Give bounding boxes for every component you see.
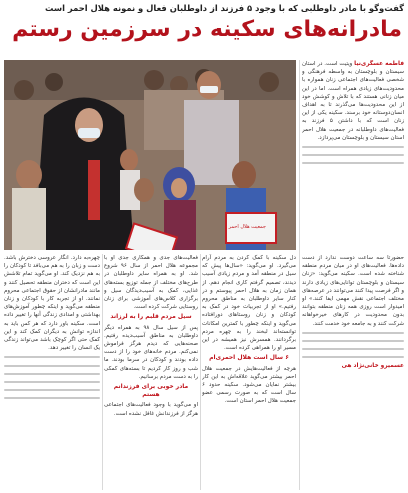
column-mid-left-text-3: او می‌گوید با وجود فعالیت‌های اجتماعی هرگز از فرزندانش غافل نشده است. (104, 402, 198, 417)
column-mid-right-text: دل سکینه با کمک کردن به مردم آرام می‌گیرد. او می‌گوید: «سال‌ها پیش که سیل در منطقه آمد و مردم زیادی آسیب دیدند، تصمیم گرفتم کاری انجام دهم. از همان زمان به هلال احمر پیوستم و در کنار سایر داوطلبان به مناطق محروم رفتیم.» او از تجربیات خود در کمک به کودکان و زنان روستاهای دورافتاده می‌گوید و اینکه چطور با کمترین امکانات توانسته‌اند لبخند را به چهره مردم برگردانند. همسرش نیز همیشه در این مسیر او را همراهی کرده است. (202, 255, 296, 352)
article-headline: مادرانه‌های سکینه در سرزمین رستم (12, 17, 402, 42)
aid-box-right (226, 213, 276, 243)
column-right-top (302, 60, 404, 272)
column-rule-2 (200, 254, 201, 490)
column-mid-left-text-2: پس از سیل سال ۹۸ به همراه دیگر داوطلبان به مناطق آسیب‌دیده رفتیم. صحنه‌هایی که دیدم هرگز فراموش نمی‌کنم. مردم خانه‌های خود را از دست داده بودند و کودکان در سرما بودند. ما شب و روز کار کردیم تا بسته‌های کمکی را به دست مردم برسانیم. (104, 324, 198, 380)
column-right-top-text: ویتیت است. در استان سیستان و بلوچستان به واسطه فرهنگی و شخصی فعالیت‌های اجتماعی زنان همواره با محدودیت‌های زیادی همراه است. اما در این میان زنانی هستند که با تلاش و کوشش خود از این محدودیت‌ها می‌گذرند تا به اهداف انسان‌دوستانه خود برسند. سکینه یکی از این زنان است که با داشتن ۵ فرزند به فعالیت‌های داوطلبانه در جمعیت هلال احمر استان سیستان و بلوچستان می‌پردازد. (302, 61, 404, 141)
column-mid-right (202, 254, 296, 490)
column-rule-1 (299, 60, 300, 490)
column-mid-left (104, 254, 198, 490)
photo-illustration (4, 60, 296, 250)
aid-box-label: جمعیت هلال احمر (228, 224, 266, 230)
column-mid-right-text-2: هرچه از فعالیت‌هایش در جمعیت هلال احمر بیشتر می‌گوید علاقه‌اش به این کار بیشتر نمایان می‌شود. سکینه حدود ۶ سال است که به صورت رسمی عضو جمعیت هلال احمر استان است. (202, 365, 296, 405)
column-rule-3 (102, 254, 103, 490)
column-left (4, 254, 100, 490)
byline: فاطمه عسگری‌نیا (354, 61, 404, 67)
column-mid-left-text: فعالیت‌های جدی و همکاری جدی او با مجموعه هلال احمر از سال ۹۶ شروع شد. او به همراه سایر داوطلبان در طرح‌های مختلف از جمله توزیع بسته‌های غذایی، کمک به آسیب‌دیدگان سیل و برگزاری کلاس‌های آموزشی برای زنان روستایی شرکت کرده است. (104, 255, 198, 311)
column-right-bottom-text: حضورتا سه ساعت دوست ندارد از دست داده‌ها. فعالیت‌های او در میان مردم منطقه شناخته شده است. سکینه می‌گوید: «زنان سیستان و بلوچستان توانایی‌های زیادی دارند و اگر فرصت پیدا کنند می‌توانند در عرصه‌های مختلف اجتماعی نقش مهمی ایفا کنند.» او امیدوار است روزی همه زنان منطقه بتوانند بدون محدودیت در کارهای خیرخواهانه شرکت کنند و به جامعه خود خدمت کنند. (302, 255, 404, 327)
column-right-bottom-author: عسمیرو خانی‌نژاد هی (341, 362, 404, 369)
column-right-bottom (302, 254, 404, 490)
subhead-flood: سیل مردم قلبم را به لرزاند (110, 313, 192, 321)
column-left-text: چهره‌به دارد. انگار عروسی دخترش باشد. دست و زبان را به هم می‌بافد تا کودکان را به هم نزدیک کند. او می‌گوید تمام تلاشش این است که دختران منطقه تحصیل کنند و مانند مادرانشان از حقوق اجتماعی محروم نمانند. او از تجربه کار با کودکان و زنان منطقه می‌گوید و اینکه چطور آموزش‌های بهداشتی و امدادی زندگی آنها را تغییر داده است. سکینه باور دارد که هر کس باید به اندازه توانش به دیگران کمک کند و این کمک حتی اگر کوچک باشد می‌تواند زندگی یک انسان را تغییر دهد. (4, 255, 100, 352)
subhead-six-years: ۶ سال است هلال احمری‌ام (209, 354, 289, 362)
article-photo (4, 60, 296, 250)
article-kicker: گفت‌وگو با مادر داوطلبی که با وجود ۵ فرزند از داوطلبان فعال و نمونه هلال احمر است (45, 3, 404, 13)
subhead-good-mother: مادر خوبی برای فرزندانم هستم (113, 383, 189, 399)
